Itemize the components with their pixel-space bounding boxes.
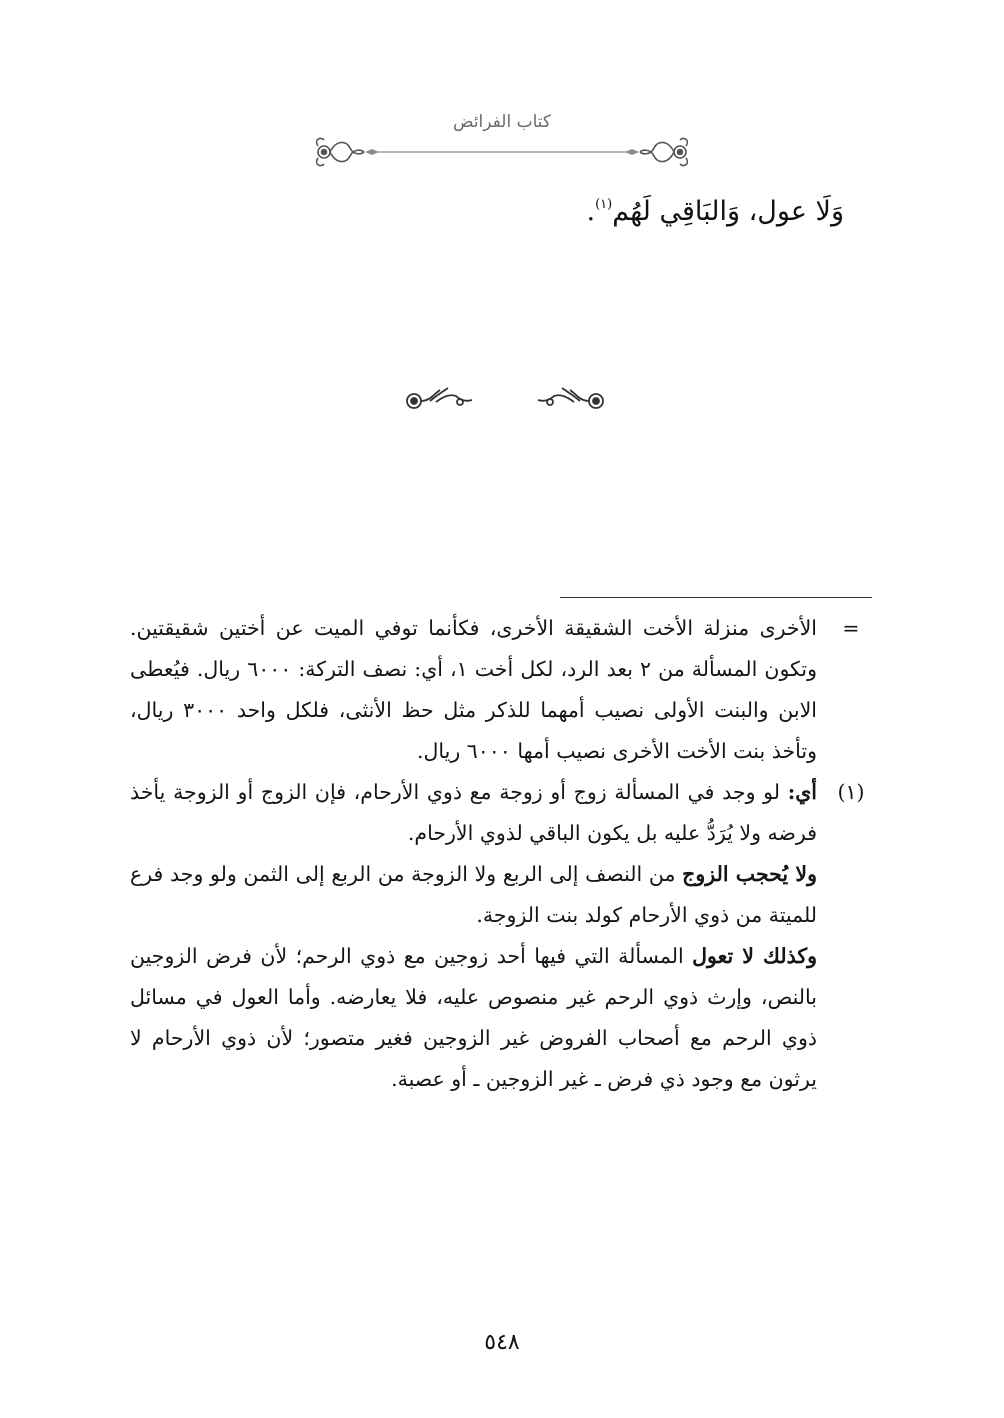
footnote-1-text: من النصف إلى الربع ولا الزوجة من الربع إلى الثمن ولو وجد فرع للميتة من ذوي الأرحام كولد بنت الزوجة.: [130, 862, 817, 927]
scroll-flourish-icon: [317, 138, 364, 165]
footnote-1-paragraph-1: [130, 772, 817, 854]
leaf-flourish-icon: [407, 388, 472, 408]
footnote-1-text: المسألة التي فيها أحد زوجين مع ذوي الرحم؛ لأن فرض الزوجين بالنص، وإرث ذوي الرحم غير منصوص عليه، فلا يعارضه. وأما العول في مسائل ذوي الرحم مع أصحاب الفروض غير الزوجين فغير متصور؛ لأن ذوي الأرحام لا يرثون مع وجود ذي فرض ـ غير الزوجين ـ أو عصبة.: [130, 944, 817, 1091]
main-text: وَلَا عول، وَالبَاقِي لَهُم: [612, 196, 844, 227]
footnote-1-marker: (١): [837, 780, 865, 804]
footnote-1-lead: ولا يُحجب الزوج: [682, 862, 817, 886]
running-header: [310, 112, 694, 172]
footnote-ref: (١): [595, 197, 613, 212]
footnote-separator: [560, 597, 872, 598]
footnote-1-lead: أي:: [787, 780, 817, 804]
header-rule: [310, 134, 694, 170]
footnote-continuation: [130, 608, 873, 772]
footnote-1-paragraph-3: [130, 936, 817, 1100]
header-title: كتاب الفرائض: [453, 112, 551, 132]
footnote-1: [130, 772, 873, 1100]
continuation-marker: =: [842, 616, 860, 640]
footnote-1-paragraph-2: [130, 854, 817, 936]
page-number: ٥٤٨: [484, 1330, 520, 1355]
footnote-1-lead: وكذلك لا تعول: [692, 944, 817, 968]
scroll-flourish-icon: [640, 138, 687, 165]
footnote-1-text: لو وجد في المسألة زوج أو زوجة مع ذوي الأرحام، فإن الزوج أو الزوجة يأخذ فرضه ولا يُرَدُّ عليه بل يكون الباقي لذوي الأرحام.: [130, 780, 817, 845]
footnotes-area: [130, 608, 873, 1100]
section-end-ornament: [400, 382, 610, 418]
leaf-flourish-icon: [538, 388, 603, 408]
main-text-line: [144, 196, 844, 227]
main-text-end: .: [586, 196, 596, 227]
continuation-text: الأخرى منزلة الأخت الشقيقة الأخرى، فكأنما توفي الميت عن أختين شقيقتين. وتكون المسألة من ٢ بعد الرد، لكل أخت ١، أي: نصف التركة: ٦٠٠٠ ريال. فيُعطى الابن والبنت الأولى نصيب أمهما للذكر مثل حظ الأنثى، فلكل واحد ٣٠٠٠ ريال، وتأخذ بنت الأخت الأخرى نصيب أمها ٦٠٠٠ ريال.: [130, 616, 817, 763]
